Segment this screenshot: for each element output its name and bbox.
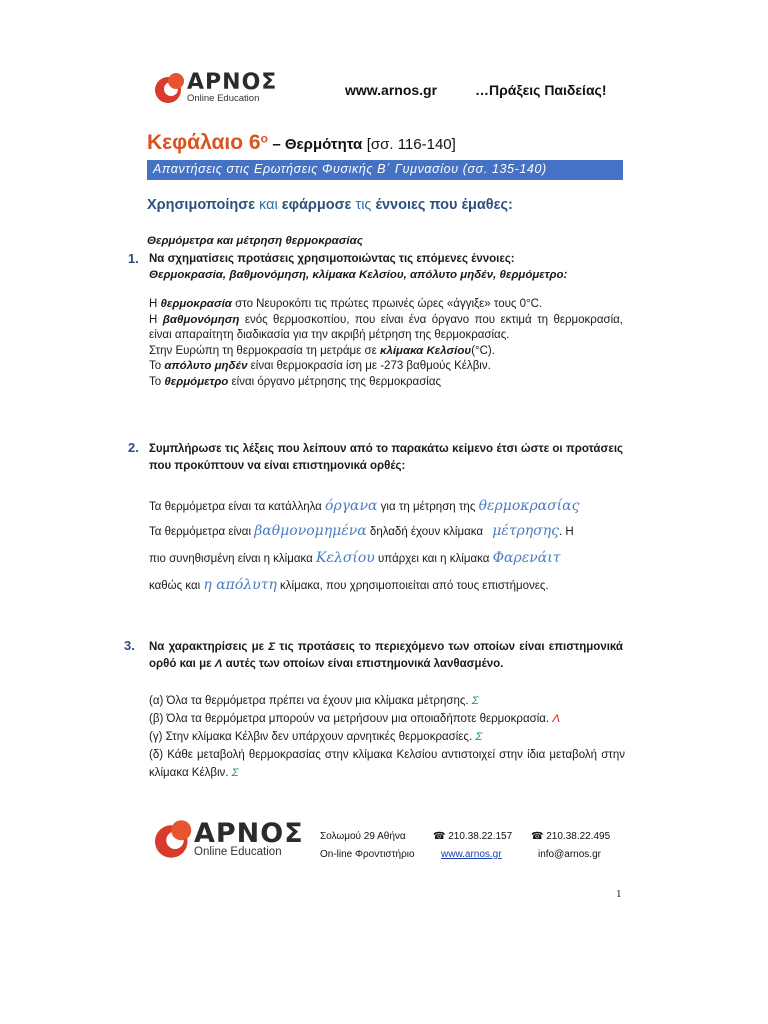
q1-sentence-3: Στην Ευρώπη τη θερμοκρασία τη μετράμε σε κλίμακα Κελσίου(°C). <box>149 344 495 357</box>
q1-number: 1. <box>128 251 139 266</box>
q3-answer: Σ <box>475 731 483 743</box>
q2-fill-3: βαθμονομημένα <box>254 523 367 539</box>
q3-prompt: Να χαρακτηρίσεις με Σ τις προτάσεις το περιεχόμενο των οποίων είναι επιστημονικά ορθό και με Λ αυτές των οποίων είναι επιστημονικά λανθασμένο. <box>149 641 624 670</box>
logo-subtitle: Online Education <box>187 93 260 104</box>
section-word-2: και <box>259 197 278 213</box>
q2-line-3: πιο συνηθισμένη είναι η κλίμακα Κελσίου υπάρχει και η κλίμακα Φαρενάιτ <box>149 550 561 566</box>
chapter-label: Κεφάλαιο 6 <box>147 131 261 154</box>
footer-logo-name: ΑΡΝΟΣ <box>194 818 304 849</box>
chapter-pages: [σσ. 116-140] <box>366 136 456 153</box>
chapter-degree: ο <box>260 131 268 146</box>
q1-sentence-4: Το απόλυτο μηδέν είναι θερμοκρασία ίση με -273 βαθμούς Κέλβιν. <box>149 360 491 372</box>
q2-fill-7: η απόλυτη <box>203 577 277 593</box>
logo-name: ΑΡΝΟΣ <box>187 70 278 95</box>
page-number: 1 <box>616 888 622 900</box>
q2-fill-1: όργανα <box>325 498 378 514</box>
q2-line-1: Τα θερμόμετρα είναι τα κατάλληλα όργανα για τη μέτρηση της θερμοκρασίας <box>149 498 580 514</box>
footer-logo-subtitle: Online Education <box>194 846 282 858</box>
section-word-4: τις <box>355 197 372 213</box>
q3-answer: Σ <box>231 767 239 779</box>
logo-mark-icon <box>155 821 193 859</box>
q3-item: (β) Όλα τα θερμόμετρα μπορούν να μετρήσουν μια οποιαδήποτε θερμοκρασία. Λ <box>149 713 560 725</box>
section-word-5: έννοιες που έμαθες: <box>375 197 513 213</box>
q3-items <box>149 692 625 782</box>
q2-fill-5: Κελσίου <box>315 550 375 566</box>
logo-mark-icon <box>155 73 185 103</box>
q1-answers <box>149 297 623 390</box>
header-logo <box>155 72 277 104</box>
header-slogan: …Πράξεις Παιδείας! <box>475 82 607 98</box>
footer-site-link[interactable]: www.arnos.gr <box>441 849 502 860</box>
q1-sentence-1: Η θερμοκρασία στο Νευροκόπι τις πρώτες πρωινές ώρες «άγγιξε» τους 0°C. <box>149 298 543 310</box>
q3-item: (δ) Κάθε μεταβολή θερμοκρασίας στην κλίμακα Κελσίου αντιστοιχεί στην ίδια μεταβολή στην κλίμακα Κέλβιν. Σ <box>149 749 625 779</box>
footer-address: Σολωμού 29 Αθήνα <box>320 831 406 842</box>
q3-item: (γ) Στην κλίμακα Κέλβιν δεν υπάρχουν αρνητικές θερμοκρασίες. Σ <box>149 731 483 743</box>
q2-line-4: καθώς και η απόλυτη κλίμακα, που χρησιμοποιείται από τους επιστήμονες. <box>149 577 549 593</box>
footer-phone-1: ☎ 210.38.22.157 <box>433 831 513 842</box>
q1-terms: Θερμοκρασία, βαθμονόμηση, κλίμακα Κελσίου, απόλυτο μηδέν, θερμόμετρο: <box>149 269 568 281</box>
q2-line-2: Τα θερμόμετρα είναι βαθμονομημένα δηλαδή έχουν κλίμακα μέτρησης. Η <box>149 523 574 539</box>
q1-sentence-2: Η βαθμονόμηση ενός θερμοσκοπίου, που είναι ένα όργανο που εκτιμά τη θερμοκρασία, είναι απαραίτητη διαδικασία για την ακριβή μέτρηση της θερμοκρασίας. <box>149 313 623 341</box>
section-word-1: Χρησιμοποίησε <box>147 197 256 213</box>
q1-prompt: Να σχηματίσεις προτάσεις χρησιμοποιώντας τις επόμενες έννοιες: <box>149 253 515 265</box>
q1-subheading: Θερμόμετρα και μέτρηση θερμοκρασίας <box>147 235 363 247</box>
footer-phone-2: ☎ 210.38.22.495 <box>531 831 611 842</box>
q3-answer: Λ <box>552 713 560 725</box>
chapter-topic: – Θερμότητα <box>272 136 363 153</box>
q2-prompt: Συμπλήρωσε τις λέξεις που λείπουν από το παρακάτω κείμενο έτσι ώστε οι προτάσεις που προκύπτουν να είναι επιστημονικά ορθές: <box>149 443 623 472</box>
q3-number: 3. <box>124 638 135 653</box>
q3-item: (α) Όλα τα θερμόμετρα πρέπει να έχουν μια κλίμακα μέτρησης. Σ <box>149 695 479 707</box>
q1-sentence-5: Το θερμόμετρο είναι όργανο μέτρησης της θερμοκρασίας <box>149 375 442 388</box>
header-site-link[interactable]: www.arnos.gr <box>345 82 438 98</box>
title-banner: Απαντήσεις στις Ερωτήσεις Φυσικής Β΄ Γυμνασίου (σσ. 135-140) <box>147 160 623 180</box>
q2-fill-2: θερμοκρασίας <box>478 498 580 514</box>
page-title <box>147 131 456 155</box>
footer-email: info@arnos.gr <box>538 849 601 860</box>
q3-answer: Σ <box>471 695 479 707</box>
footer-logo <box>155 820 304 859</box>
q2-fill-6: Φαρενάιτ <box>492 550 561 566</box>
section-word-3: εφάρμοσε <box>281 197 352 213</box>
q2-fill-4: μέτρησης <box>492 523 559 539</box>
q2-number: 2. <box>128 440 139 455</box>
section-heading <box>147 197 513 213</box>
footer-tutor: On-line Φροντιστήριο <box>320 849 415 860</box>
